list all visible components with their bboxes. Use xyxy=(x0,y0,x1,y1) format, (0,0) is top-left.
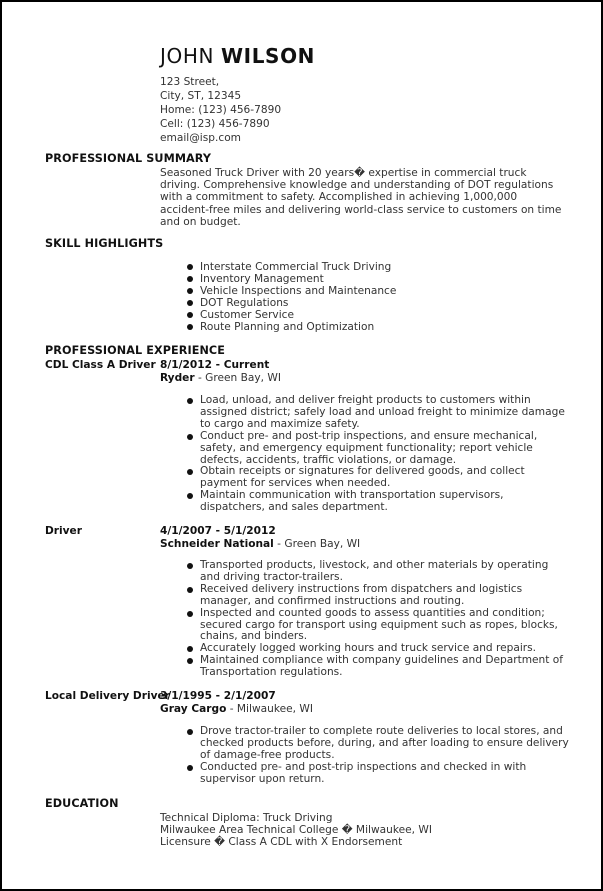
skill-item: Customer Service xyxy=(200,309,570,321)
contact-cell-phone: Cell: (123) 456-7890 xyxy=(160,118,270,131)
duty-item: Load, unload, and deliver freight products to customers within assigned district; safely load and unload freight to minimize damage to cargo and maximize safety. xyxy=(200,395,570,431)
duty-item: Received delivery instructions from dispatchers and logistics manager, and confirmed instructions and routing. xyxy=(200,584,570,608)
duty-item: Conduct pre- and post-trip inspections, and ensure mechanical, safety, and emergency equipment functionality; report vehicle defects, accidents, traffic violations, or damage. xyxy=(200,431,570,467)
job-dates: 3/1/1995 - 2/1/2007 xyxy=(160,690,276,702)
company-name: Schneider National xyxy=(160,538,274,550)
education-line: Milwaukee Area Technical College � Milwaukee, WI xyxy=(160,824,432,837)
duty-item: Maintain communication with transportation supervisors, dispatchers, and sales department. xyxy=(200,490,570,514)
company-name: Gray Cargo xyxy=(160,703,227,715)
contact-email: email@isp.com xyxy=(160,132,241,145)
duty-item: Transported products, livestock, and other materials by operating and driving tractor-trailers. xyxy=(200,560,570,584)
skills-list xyxy=(200,261,570,334)
skill-item: Inventory Management xyxy=(200,273,570,285)
education-heading: EDUCATION xyxy=(45,797,119,810)
summary-text: Seasoned Truck Driver with 20 years� expertise in commercial truck driving. Comprehensive knowledge and understanding of DOT regulations with a commitment to safety. Accomplished in achieving 1,000,000 accident-free miles and delivering world-class service to customers on time and on budget. xyxy=(160,167,562,228)
job-dates: 8/1/2012 - Current xyxy=(160,359,270,371)
job-title: CDL Class A Driver xyxy=(45,359,156,371)
duty-item: Inspected and counted goods to assess quantities and condition; secured cargo for transport using equipment such as ropes, blocks, chains, and binders. xyxy=(200,608,570,644)
skill-item: Route Planning and Optimization xyxy=(200,321,570,333)
contact-city: City, ST, 12345 xyxy=(160,90,242,103)
contact-home-phone: Home: (123) 456-7890 xyxy=(160,104,282,117)
company-location: - Green Bay, WI xyxy=(273,538,361,550)
education-line: Technical Diploma: Truck Driving xyxy=(160,812,333,824)
duty-item: Drove tractor-trailer to complete route deliveries to local stores, and checked products before, during, and after loading to ensure delivery of damage-free products. xyxy=(200,725,569,761)
duty-item: Accurately logged working hours and truck service and repairs. xyxy=(200,643,570,655)
last-name: WILSON xyxy=(221,44,316,68)
experience-heading: PROFESSIONAL EXPERIENCE xyxy=(45,344,225,357)
job-duties-list xyxy=(200,560,570,679)
skill-item: Vehicle Inspections and Maintenance xyxy=(200,285,570,297)
education-block xyxy=(160,812,432,848)
company-location: - Green Bay, WI xyxy=(194,372,281,384)
contact-block xyxy=(160,75,281,145)
summary-heading: PROFESSIONAL SUMMARY xyxy=(45,152,212,165)
duty-item: Obtain receipts or signatures for delivered goods, and collect payment for services when needed. xyxy=(200,466,570,490)
candidate-name xyxy=(160,44,315,68)
duty-item: Maintained compliance with company guidelines and Department of Transportation regulations. xyxy=(200,655,570,679)
job-title: Local Delivery Driver xyxy=(45,690,170,702)
skill-item: Interstate Commercial Truck Driving xyxy=(200,261,570,273)
company-name: Ryder xyxy=(160,372,195,384)
skills-heading: SKILL HIGHLIGHTS xyxy=(45,237,164,250)
duty-item: Conducted pre- and post-trip inspections and checked in with supervisor upon return. xyxy=(200,762,570,786)
job-company xyxy=(160,538,360,550)
job-company xyxy=(160,703,313,715)
job-dates: 4/1/2007 - 5/1/2012 xyxy=(160,525,276,537)
first-name: JOHN xyxy=(160,44,215,68)
skill-item: DOT Regulations xyxy=(200,297,570,309)
job-duties-list xyxy=(200,726,570,786)
contact-street: 123 Street, xyxy=(160,76,220,88)
job-title: Driver xyxy=(45,525,82,537)
company-location: - Milwaukee, WI xyxy=(226,703,313,715)
education-line: Licensure � Class A CDL with X Endorsement xyxy=(160,836,403,849)
job-company xyxy=(160,372,281,384)
job-duties-list xyxy=(200,395,570,514)
